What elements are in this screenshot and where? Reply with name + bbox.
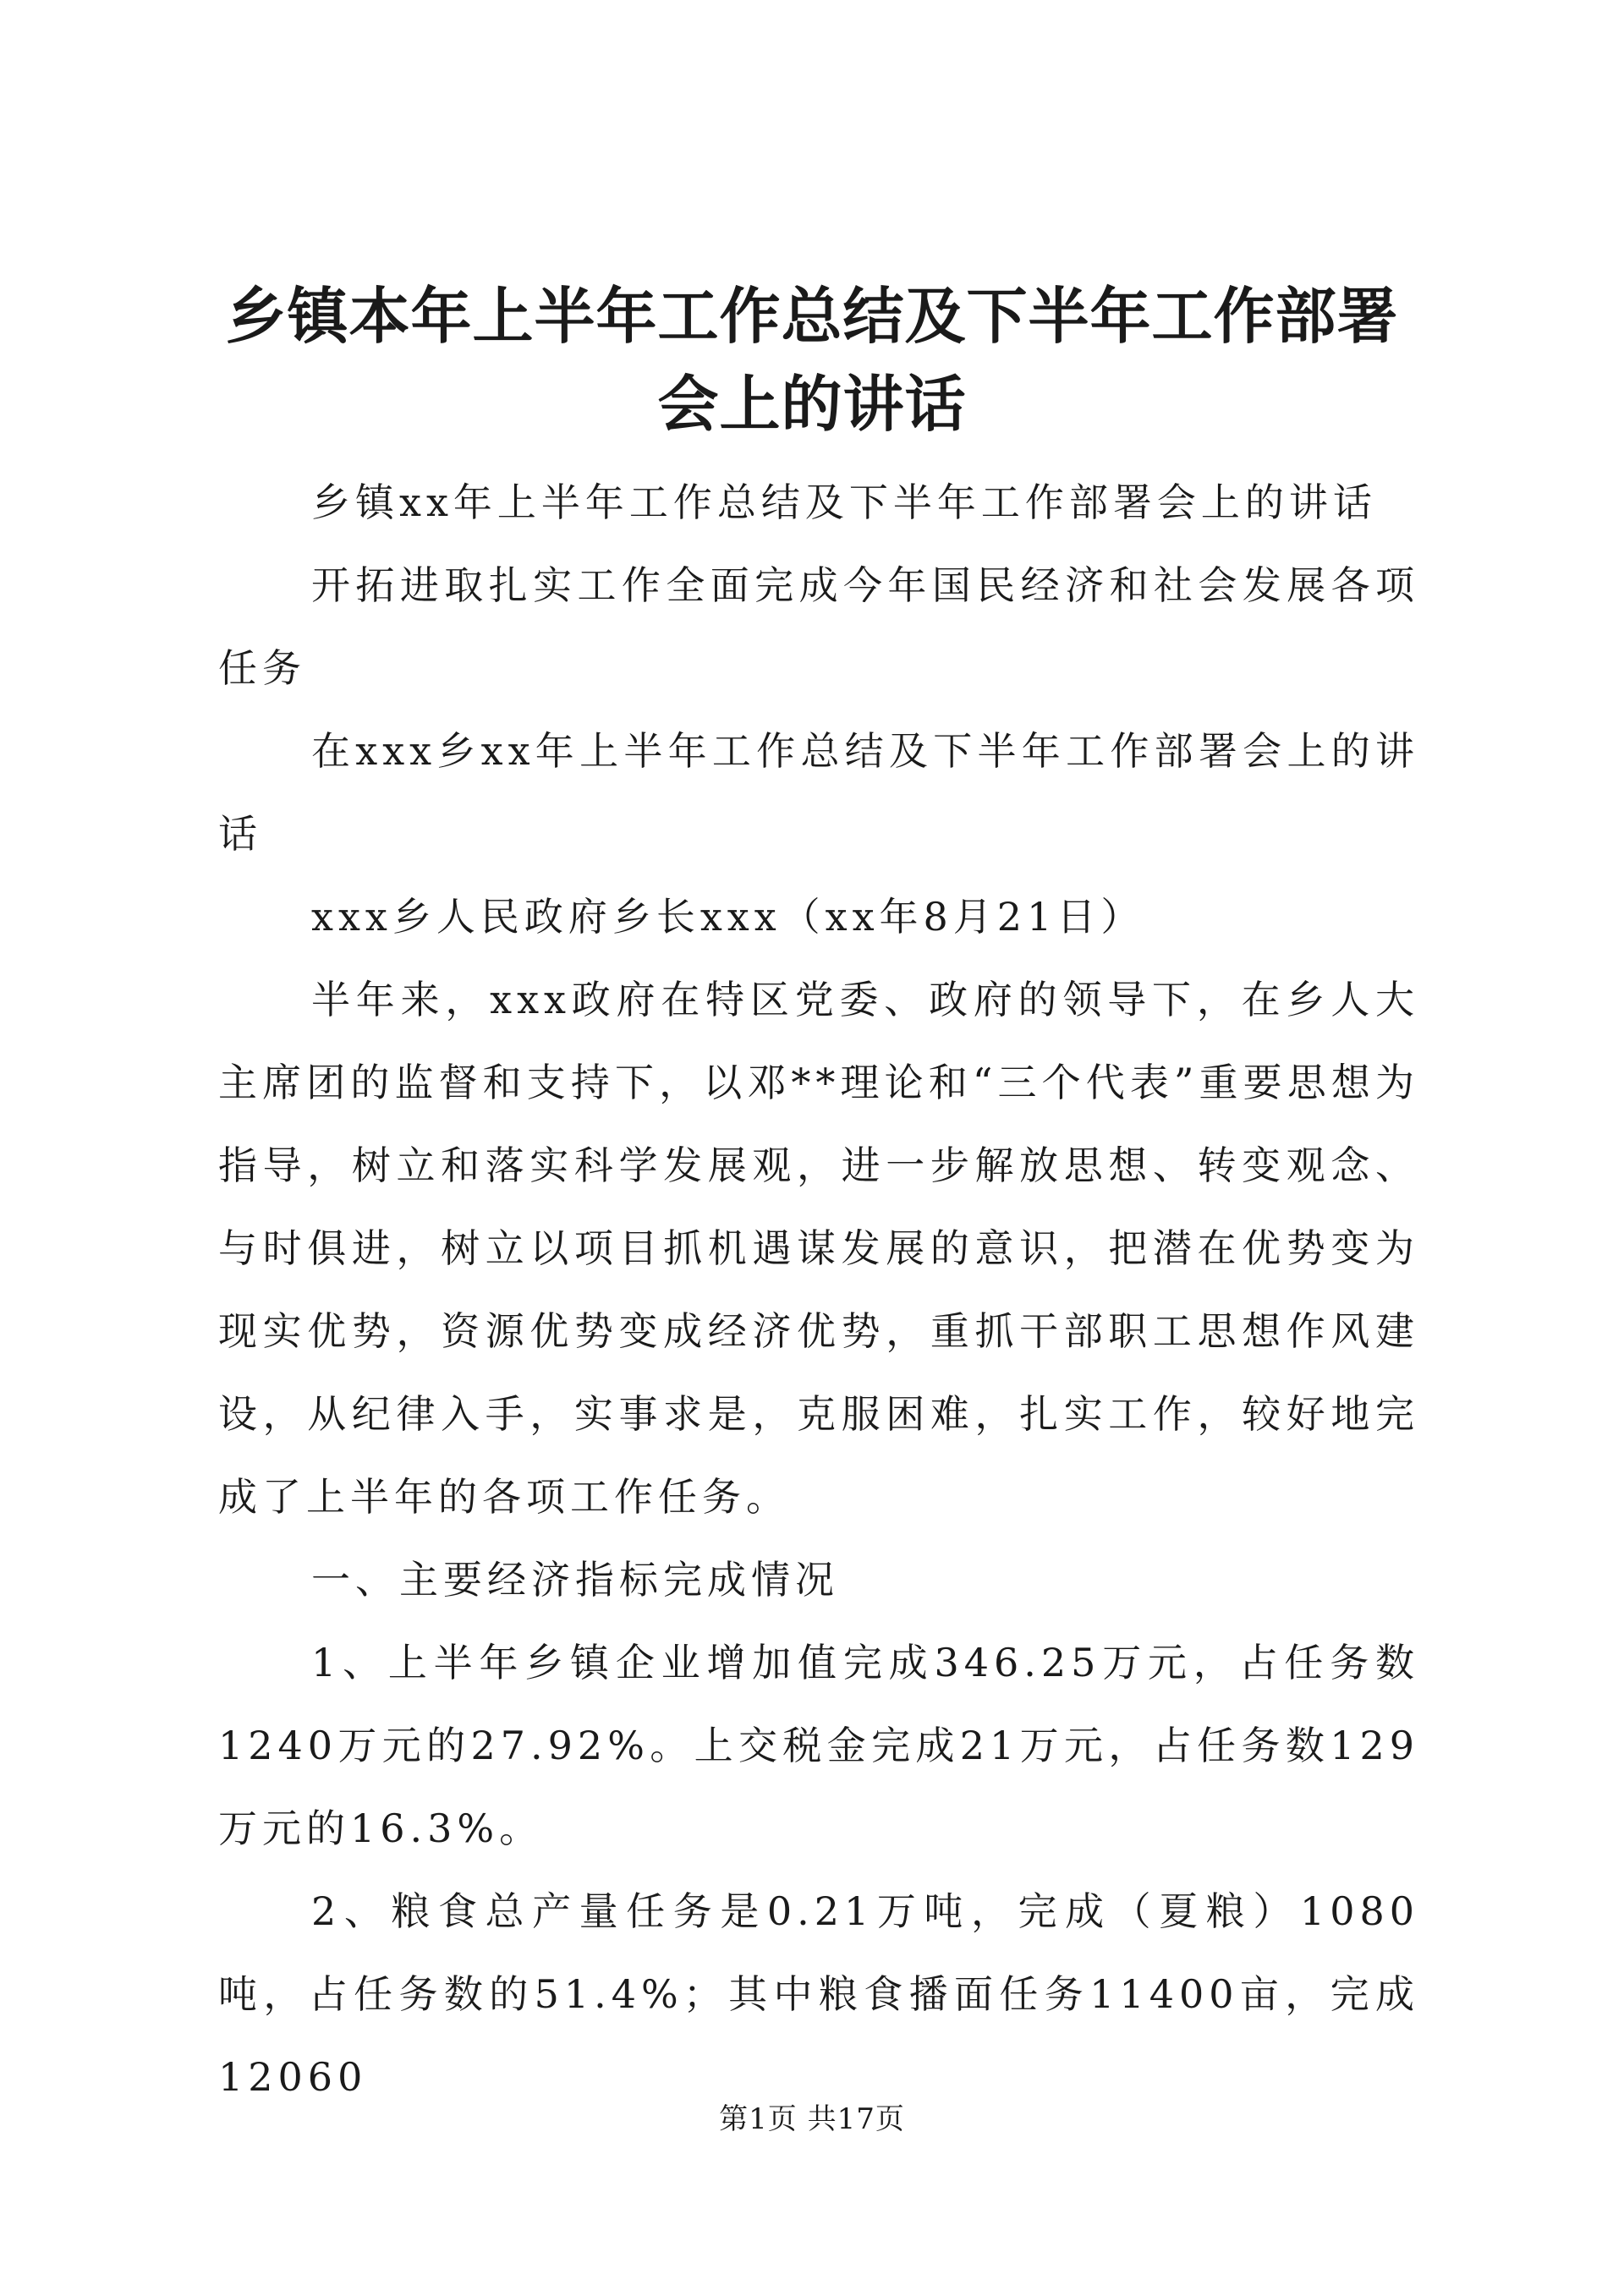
paragraph-occasion: 在xxx乡xx年上半年工作总结及下半年工作部署会上的讲话 — [218, 728, 1419, 857]
paragraph-item-2: 2、粮食总产量任务是0.21万吨，完成（夏粮）1080吨，占任务数的51.4%；其中粮食播面任务11400亩，完成12060 — [218, 1888, 1419, 2100]
paragraph-intro: 半年来，xxx政府在特区党委、政府的领导下，在乡人大主席团的监督和支持下，以邓**理论和“三个代表”重要思想为指导，树立和落实科学发展观，进一步解放思想、转变观念、与时俱进，树立以项目抓机遇谋发展的意识，把潜在优势变为现实优势，资源优势变成经济优势，重抓干部职工思想作风建设，从纪律入手，实事求是，克服困难，扎实工作，较好地完成了上半年的各项工作任务。 — [218, 977, 1419, 1520]
document-body — [218, 461, 1419, 2118]
section-heading: 一、主要经济指标完成情况 — [311, 1557, 839, 1603]
document-title: 乡镇本年上半年工作总结及下半年工作部署会上的讲话 — [225, 280, 1399, 440]
paragraph-subtitle: 乡镇xx年上半年工作总结及下半年工作部署会上的讲话 — [311, 479, 1377, 525]
paragraph-theme: 开拓进取扎实工作全面完成今年国民经济和社会发展各项任务 — [218, 562, 1419, 691]
paragraph-item-1: 1、上半年乡镇企业增加值完成346.25万元，占任务数1240万元的27.92%。上交税金完成21万元，占任务数129万元的16.3%。 — [218, 1640, 1419, 1851]
page-number-footer: 第1页 共17页 — [719, 2102, 905, 2136]
paragraph-speaker: xxx乡人民政府乡长xxx（xx年8月21日） — [311, 894, 1145, 940]
